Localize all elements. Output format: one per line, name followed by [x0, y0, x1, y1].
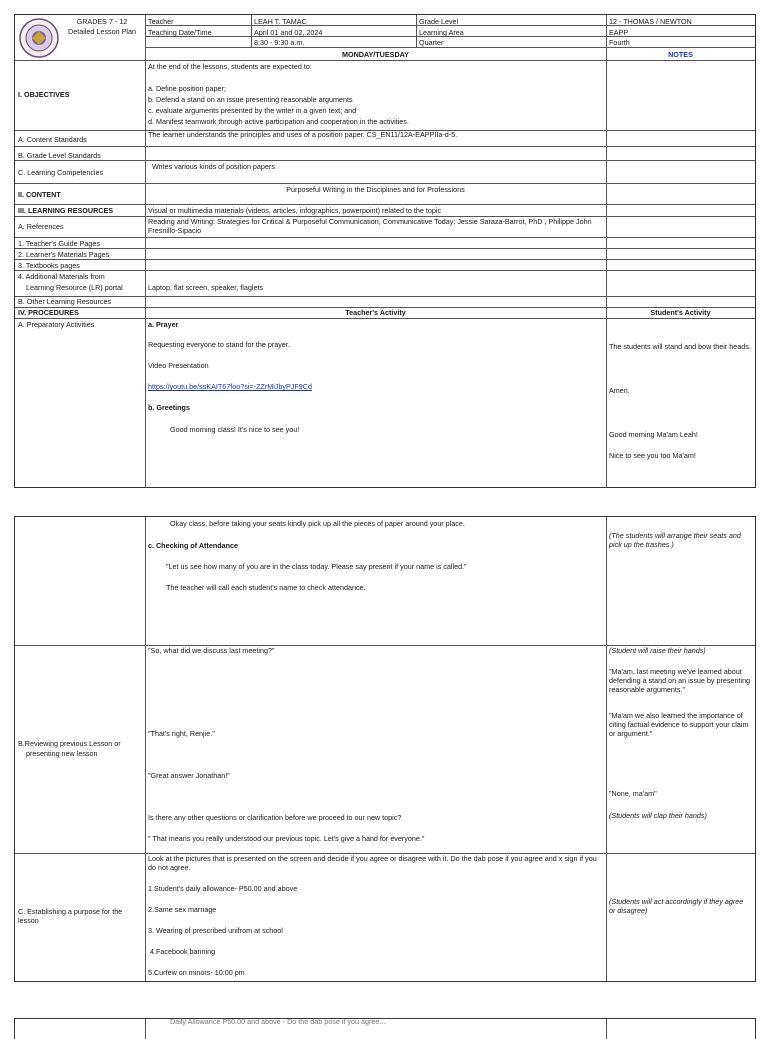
video-label: Video Presentation [148, 361, 209, 370]
purpose-item: 3. Wearing of prescribed unifrom at school [148, 926, 283, 935]
additional-materials-label: Learning Resource (LR) portal [26, 283, 123, 292]
plan-type-label: Detailed Lesson Plan [68, 27, 136, 36]
grade-level-label: Grade Level [419, 17, 459, 26]
time-value: 8:30 - 9:30 a.m. [254, 38, 305, 47]
quarter-label: Quarter [419, 38, 444, 47]
area-label: Learning Area [419, 28, 464, 37]
content-value: Purposeful Writing in the Disciplines and for Professions [286, 185, 465, 194]
review-great: "Great answer Jonathan!" [148, 771, 230, 780]
student-raise: (Student will raise their hands) [609, 646, 706, 655]
date-label: Teaching Date/Time [148, 28, 212, 37]
prayer-heading: a. Prayer [148, 320, 179, 329]
grade-level-value: 12 - THOMAS / NEWTON [609, 17, 692, 26]
student-act: (Students will act accordingly if they agree or disagree) [609, 897, 744, 916]
grades-label: GRADES 7 - 12 [76, 17, 128, 26]
student-nice: Nice to see you too Ma'am! [609, 451, 696, 460]
student-clap: (Students will clap their hands) [609, 811, 707, 820]
day-label: MONDAY/TUESDAY [342, 50, 409, 59]
objective-item: a. Define position paper; [148, 84, 226, 93]
deped-seal-icon [18, 17, 60, 59]
content-standards-value: The learner understands the principles and uses of a position paper. CS_EN11/12A-EAPPIIa-d-5. [148, 130, 458, 139]
partial-text: Daily Allowance P50.00 and above - Do the dab pose if you agree... [170, 1017, 386, 1026]
references-label: A. References [18, 222, 64, 231]
learners-materials-label: 2. Learner's Materials Pages [18, 250, 110, 259]
preparatory-label: A. Preparatory Activities [18, 320, 95, 329]
student-last-meeting: "Ma'am, last meeting we've learned about defending a stand on an issue by presenting reasonable arguments." [609, 667, 751, 695]
student-good-morning: Good morning Ma'am Leah! [609, 430, 698, 439]
content-standards-label: A. Content Standards [18, 135, 87, 144]
review-right: "That's right, Renjie." [148, 729, 215, 738]
prayer-text: Requesting everyone to stand for the prayer. [148, 340, 290, 349]
review-question: "So, what did we discuss last meeting?" [148, 646, 275, 655]
grade-level-standards-label: B. Grade Level Standards [18, 151, 101, 160]
references-value: Reading and Writing: Strategies for Critical & Purposeful Communication, Communicative Today: Jessie Saraza-Barrot, PhD , Philippe John Fresnillo-Sipacio [148, 217, 592, 236]
purpose-item: 2.Same sex marriage [148, 905, 217, 914]
student-also: "Ma'am we also learned the importance of citing factual evidence to support your claim or argument." [609, 711, 749, 739]
lesson-plan-page-2 [14, 516, 756, 982]
other-resources-label: B. Other Learning Resources [18, 297, 112, 306]
notes-label: NOTES [668, 50, 693, 59]
review-hand: " That means you really understood our previous topic. Let's give a hand for everyone." [148, 834, 425, 843]
video-link[interactable]: https://youtu.be/ssKAIT67foo?si=-ZZrMiJbyPJF9Cd [148, 382, 312, 391]
purpose-label: C. Establishing a purpose for the lesson [18, 907, 123, 926]
greetings-text: Good morning class! It's nice to see you! [170, 425, 300, 434]
teachers-guide-label: 1. Teacher's Guide Pages [18, 239, 100, 248]
objectives-label: I. OBJECTIVES [18, 90, 70, 99]
competencies-value: Writes various kinds of position papers [152, 162, 275, 171]
resources-label: III. LEARNING RESOURCES [18, 206, 114, 215]
attendance-quote: "Let us see how many of you are in the class today. Please say present if your name is called." [166, 562, 467, 571]
content-label: II. CONTENT [18, 190, 61, 199]
lesson-plan-page-3 [14, 1018, 756, 1039]
purpose-item: 5.Curfew on minors- 10:00 pm [148, 968, 245, 977]
date-value: April 01 and 02, 2024 [254, 28, 323, 37]
student-none: "None, ma'am" [609, 789, 657, 798]
review-label: presenting new lesson [26, 749, 98, 758]
student-activity-label: Student's Activity [650, 308, 711, 317]
teacher-name: LEAH T. TAMAC [254, 17, 307, 26]
student-stand: The students will stand and bow their heads. [609, 342, 751, 351]
area-value: EAPP [609, 28, 629, 37]
resources-value: Visual or multimedia materials (videos, articles, infographics, powerpoint) related to the topic [148, 206, 442, 215]
purpose-intro: Look at the pictures that is presented on the screen and decide if you agree or disagree with it. Do the dab pose if you agree and x sign if you do not agree. [148, 854, 597, 873]
lesson-plan-page-1 [14, 14, 756, 488]
textbooks-label: 3. Textbooks pages [18, 261, 80, 270]
competencies-label: C. Learning Competencies [18, 168, 104, 177]
attendance-call: The teacher will call each student's name to check attendance. [166, 583, 366, 592]
objective-item: d. Manifest teamwork through active participation and cooperation in the activities. [148, 117, 409, 126]
attendance-heading: c. Checking of Attendance [148, 541, 238, 550]
pickup-text: Okay class, before taking your seats kindly pick up all the pieces of paper around your place. [170, 519, 465, 528]
greetings-heading: b. Greetings [148, 403, 190, 412]
purpose-item: 1.Student's daily allowance- P50.00 and above [148, 884, 298, 893]
quarter-value: Fourth [609, 38, 630, 47]
review-other: Is there any other questions or clarification before we proceed to our new topic? [148, 813, 402, 822]
student-amen: Amen. [609, 386, 630, 395]
purpose-item: 4.Facebook banning [148, 947, 216, 956]
additional-materials-label: 4. Additional Materials from [18, 272, 105, 281]
objective-item: c. evaluate arguments presented by the writer in a given text; and [148, 106, 357, 115]
student-arrange: (The students will arrange their seats and pick up the trashes.) [609, 531, 741, 550]
procedures-label: IV. PROCEDURES [18, 308, 79, 317]
additional-materials-value: Laptop, flat screen, speaker, flaglets [148, 283, 264, 292]
review-label: B.Reviewing previous Lesson or [18, 739, 121, 748]
objectives-intro: At the end of the lessons, students are expected to: [148, 62, 312, 71]
objective-item: b. Defend a stand on an issue presenting reasonable arguments [148, 95, 353, 104]
teacher-activity-label: Teacher's Activity [345, 308, 406, 317]
teacher-label: Teacher [148, 17, 174, 26]
